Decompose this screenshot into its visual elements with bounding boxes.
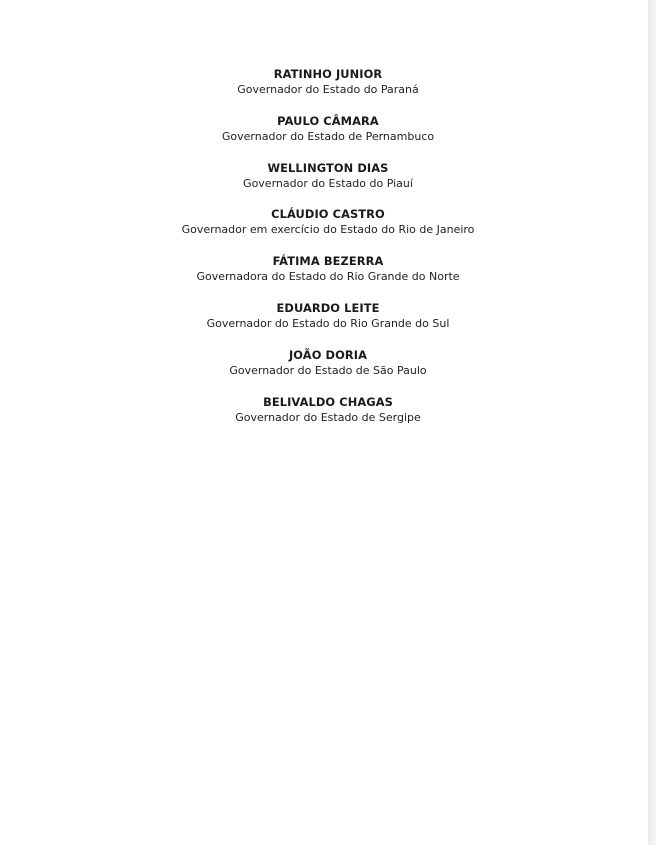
signatory-name: WELLINGTON DIAS [267, 160, 389, 175]
signatory-name: JOÃO DORIA [288, 347, 368, 362]
signatory-title: Governador em exercício do Estado do Rio de Janeiro [181, 223, 475, 237]
signatory-title: Governadora do Estado do Rio Grande do Norte [196, 270, 460, 284]
signatory-title: Governador do Estado do Rio Grande do Sul [206, 316, 450, 330]
signatory-name: CLÁUDIO CASTRO [271, 207, 385, 222]
signatory-block [0, 114, 656, 161]
signatory-title: Governador do Estado do Piauí [243, 176, 413, 190]
signatory-title: Governador do Estado de Pernambuco [221, 129, 435, 143]
signatory-block [0, 395, 656, 442]
signatory-block [0, 348, 656, 395]
signatory-block [0, 67, 656, 114]
signatory-list [0, 67, 656, 441]
signatory-title: Governador do Estado de São Paulo [229, 363, 427, 377]
signatory-block [0, 301, 656, 348]
signatory-name: EDUARDO LEITE [276, 300, 380, 315]
signatory-title: Governador do Estado do Paraná [237, 83, 419, 96]
signatory-name: PAULO CÂMARA [277, 113, 379, 128]
signatory-block [0, 161, 656, 208]
signatory-name: FÁTIMA BEZERRA [272, 254, 384, 269]
page-edge-shadow [648, 0, 656, 845]
signatory-name: RATINHO JUNIOR [273, 67, 383, 81]
signatory-block [0, 254, 656, 301]
signatory-title: Governador do Estado de Sergipe [235, 410, 421, 424]
signatory-block [0, 207, 656, 254]
signatory-name: BELIVALDO CHAGAS [263, 394, 393, 409]
